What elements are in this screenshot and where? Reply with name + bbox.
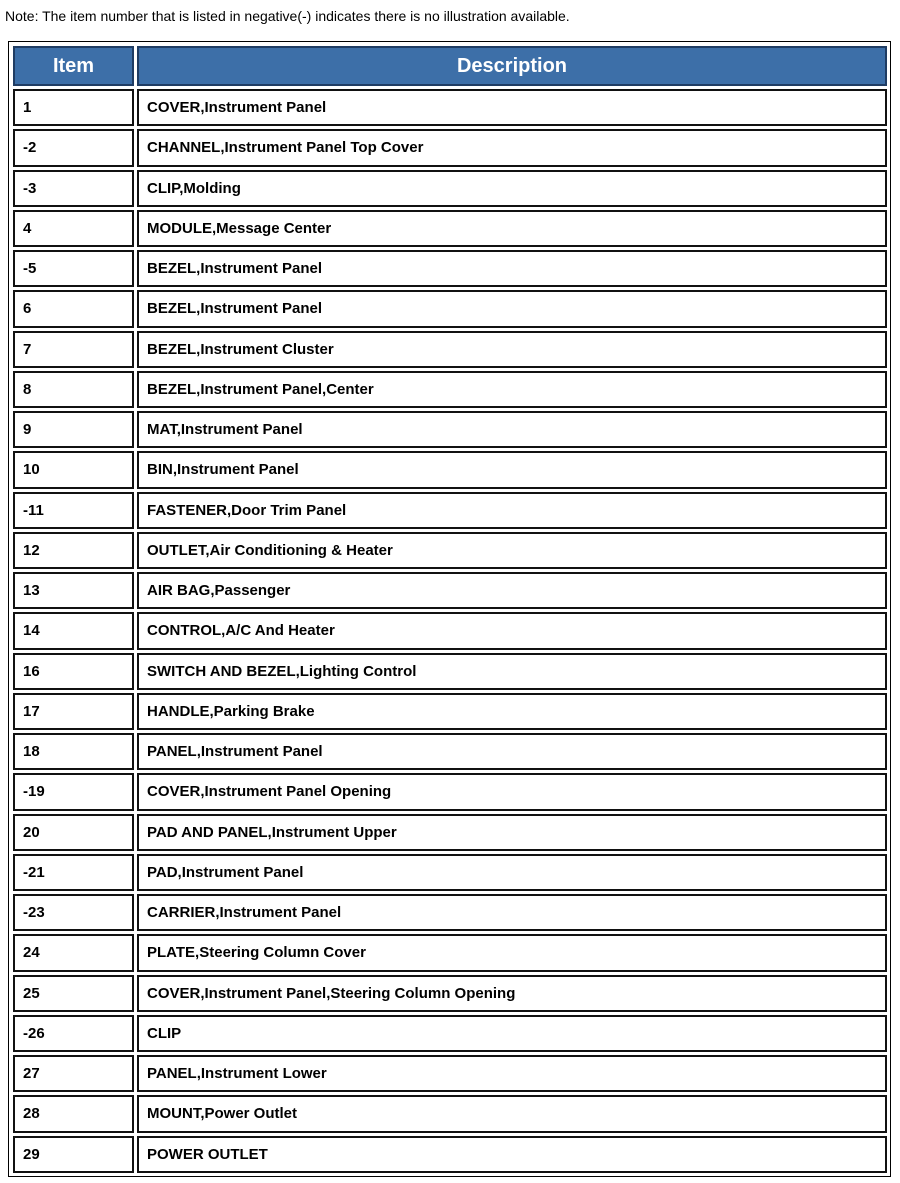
description-cell: COVER,Instrument Panel <box>137 89 887 126</box>
item-number-cell: -5 <box>13 250 134 287</box>
table-row <box>13 250 887 287</box>
item-number-cell: 28 <box>13 1095 134 1132</box>
description-cell: BEZEL,Instrument Cluster <box>137 331 887 368</box>
item-number-cell: 4 <box>13 210 134 247</box>
table-row <box>13 934 887 971</box>
item-number-cell: 6 <box>13 290 134 327</box>
description-cell: PLATE,Steering Column Cover <box>137 934 887 971</box>
description-cell: CLIP <box>137 1015 887 1052</box>
table-row <box>13 1095 887 1132</box>
table-row <box>13 129 887 166</box>
description-cell: BEZEL,Instrument Panel,Center <box>137 371 887 408</box>
description-cell: POWER OUTLET <box>137 1136 887 1174</box>
item-number-cell: 27 <box>13 1055 134 1092</box>
description-cell: BEZEL,Instrument Panel <box>137 250 887 287</box>
item-number-cell: 7 <box>13 331 134 368</box>
table-body <box>13 89 887 1173</box>
item-number-cell: -2 <box>13 129 134 166</box>
item-column-header: Item <box>13 46 134 86</box>
table-row <box>13 612 887 649</box>
item-number-cell: -11 <box>13 492 134 529</box>
item-number-cell: 29 <box>13 1136 134 1174</box>
description-cell: COVER,Instrument Panel Opening <box>137 773 887 810</box>
item-number-cell: 12 <box>13 532 134 569</box>
item-number-cell: 20 <box>13 814 134 851</box>
table-row <box>13 1136 887 1174</box>
description-cell: MAT,Instrument Panel <box>137 411 887 448</box>
parts-table <box>10 43 890 1176</box>
item-number-cell: -26 <box>13 1015 134 1052</box>
description-cell: MODULE,Message Center <box>137 210 887 247</box>
table-row <box>13 814 887 851</box>
table-row <box>13 894 887 931</box>
description-cell: CARRIER,Instrument Panel <box>137 894 887 931</box>
item-number-cell: 18 <box>13 733 134 770</box>
table-row <box>13 451 887 488</box>
table-row <box>13 210 887 247</box>
illustration-note: Note: The item number that is listed in negative(-) indicates there is no illustration available. <box>5 8 570 24</box>
table-row <box>13 170 887 207</box>
description-cell: CONTROL,A/C And Heater <box>137 612 887 649</box>
item-number-cell: 10 <box>13 451 134 488</box>
table-row <box>13 773 887 810</box>
description-cell: PANEL,Instrument Panel <box>137 733 887 770</box>
table-header-row <box>13 46 887 86</box>
table-row <box>13 89 887 126</box>
table-row <box>13 532 887 569</box>
description-cell: HANDLE,Parking Brake <box>137 693 887 730</box>
item-number-cell: 24 <box>13 934 134 971</box>
table-row <box>13 733 887 770</box>
description-cell: CLIP,Molding <box>137 170 887 207</box>
parts-table-frame <box>8 41 891 1177</box>
item-number-cell: 13 <box>13 572 134 609</box>
description-cell: SWITCH AND BEZEL,Lighting Control <box>137 653 887 690</box>
table-row <box>13 975 887 1012</box>
description-cell: FASTENER,Door Trim Panel <box>137 492 887 529</box>
item-number-cell: 9 <box>13 411 134 448</box>
item-number-cell: 25 <box>13 975 134 1012</box>
description-cell: PANEL,Instrument Lower <box>137 1055 887 1092</box>
item-number-cell: 1 <box>13 89 134 126</box>
table-row <box>13 492 887 529</box>
description-column-header: Description <box>137 46 887 86</box>
table-row <box>13 572 887 609</box>
item-number-cell: 17 <box>13 693 134 730</box>
item-number-cell: -3 <box>13 170 134 207</box>
description-cell: BEZEL,Instrument Panel <box>137 290 887 327</box>
description-cell: PAD,Instrument Panel <box>137 854 887 891</box>
table-row <box>13 693 887 730</box>
table-row <box>13 1015 887 1052</box>
item-number-cell: -19 <box>13 773 134 810</box>
table-row <box>13 411 887 448</box>
table-row <box>13 1055 887 1092</box>
description-cell: OUTLET,Air Conditioning & Heater <box>137 532 887 569</box>
description-cell: CHANNEL,Instrument Panel Top Cover <box>137 129 887 166</box>
description-cell: COVER,Instrument Panel,Steering Column Opening <box>137 975 887 1012</box>
table-row <box>13 331 887 368</box>
table-row <box>13 371 887 408</box>
description-cell: AIR BAG,Passenger <box>137 572 887 609</box>
table-row <box>13 653 887 690</box>
item-number-cell: 16 <box>13 653 134 690</box>
description-cell: BIN,Instrument Panel <box>137 451 887 488</box>
item-number-cell: 8 <box>13 371 134 408</box>
table-row <box>13 854 887 891</box>
description-cell: PAD AND PANEL,Instrument Upper <box>137 814 887 851</box>
item-number-cell: 14 <box>13 612 134 649</box>
description-cell: MOUNT,Power Outlet <box>137 1095 887 1132</box>
item-number-cell: -21 <box>13 854 134 891</box>
table-row <box>13 290 887 327</box>
item-number-cell: -23 <box>13 894 134 931</box>
